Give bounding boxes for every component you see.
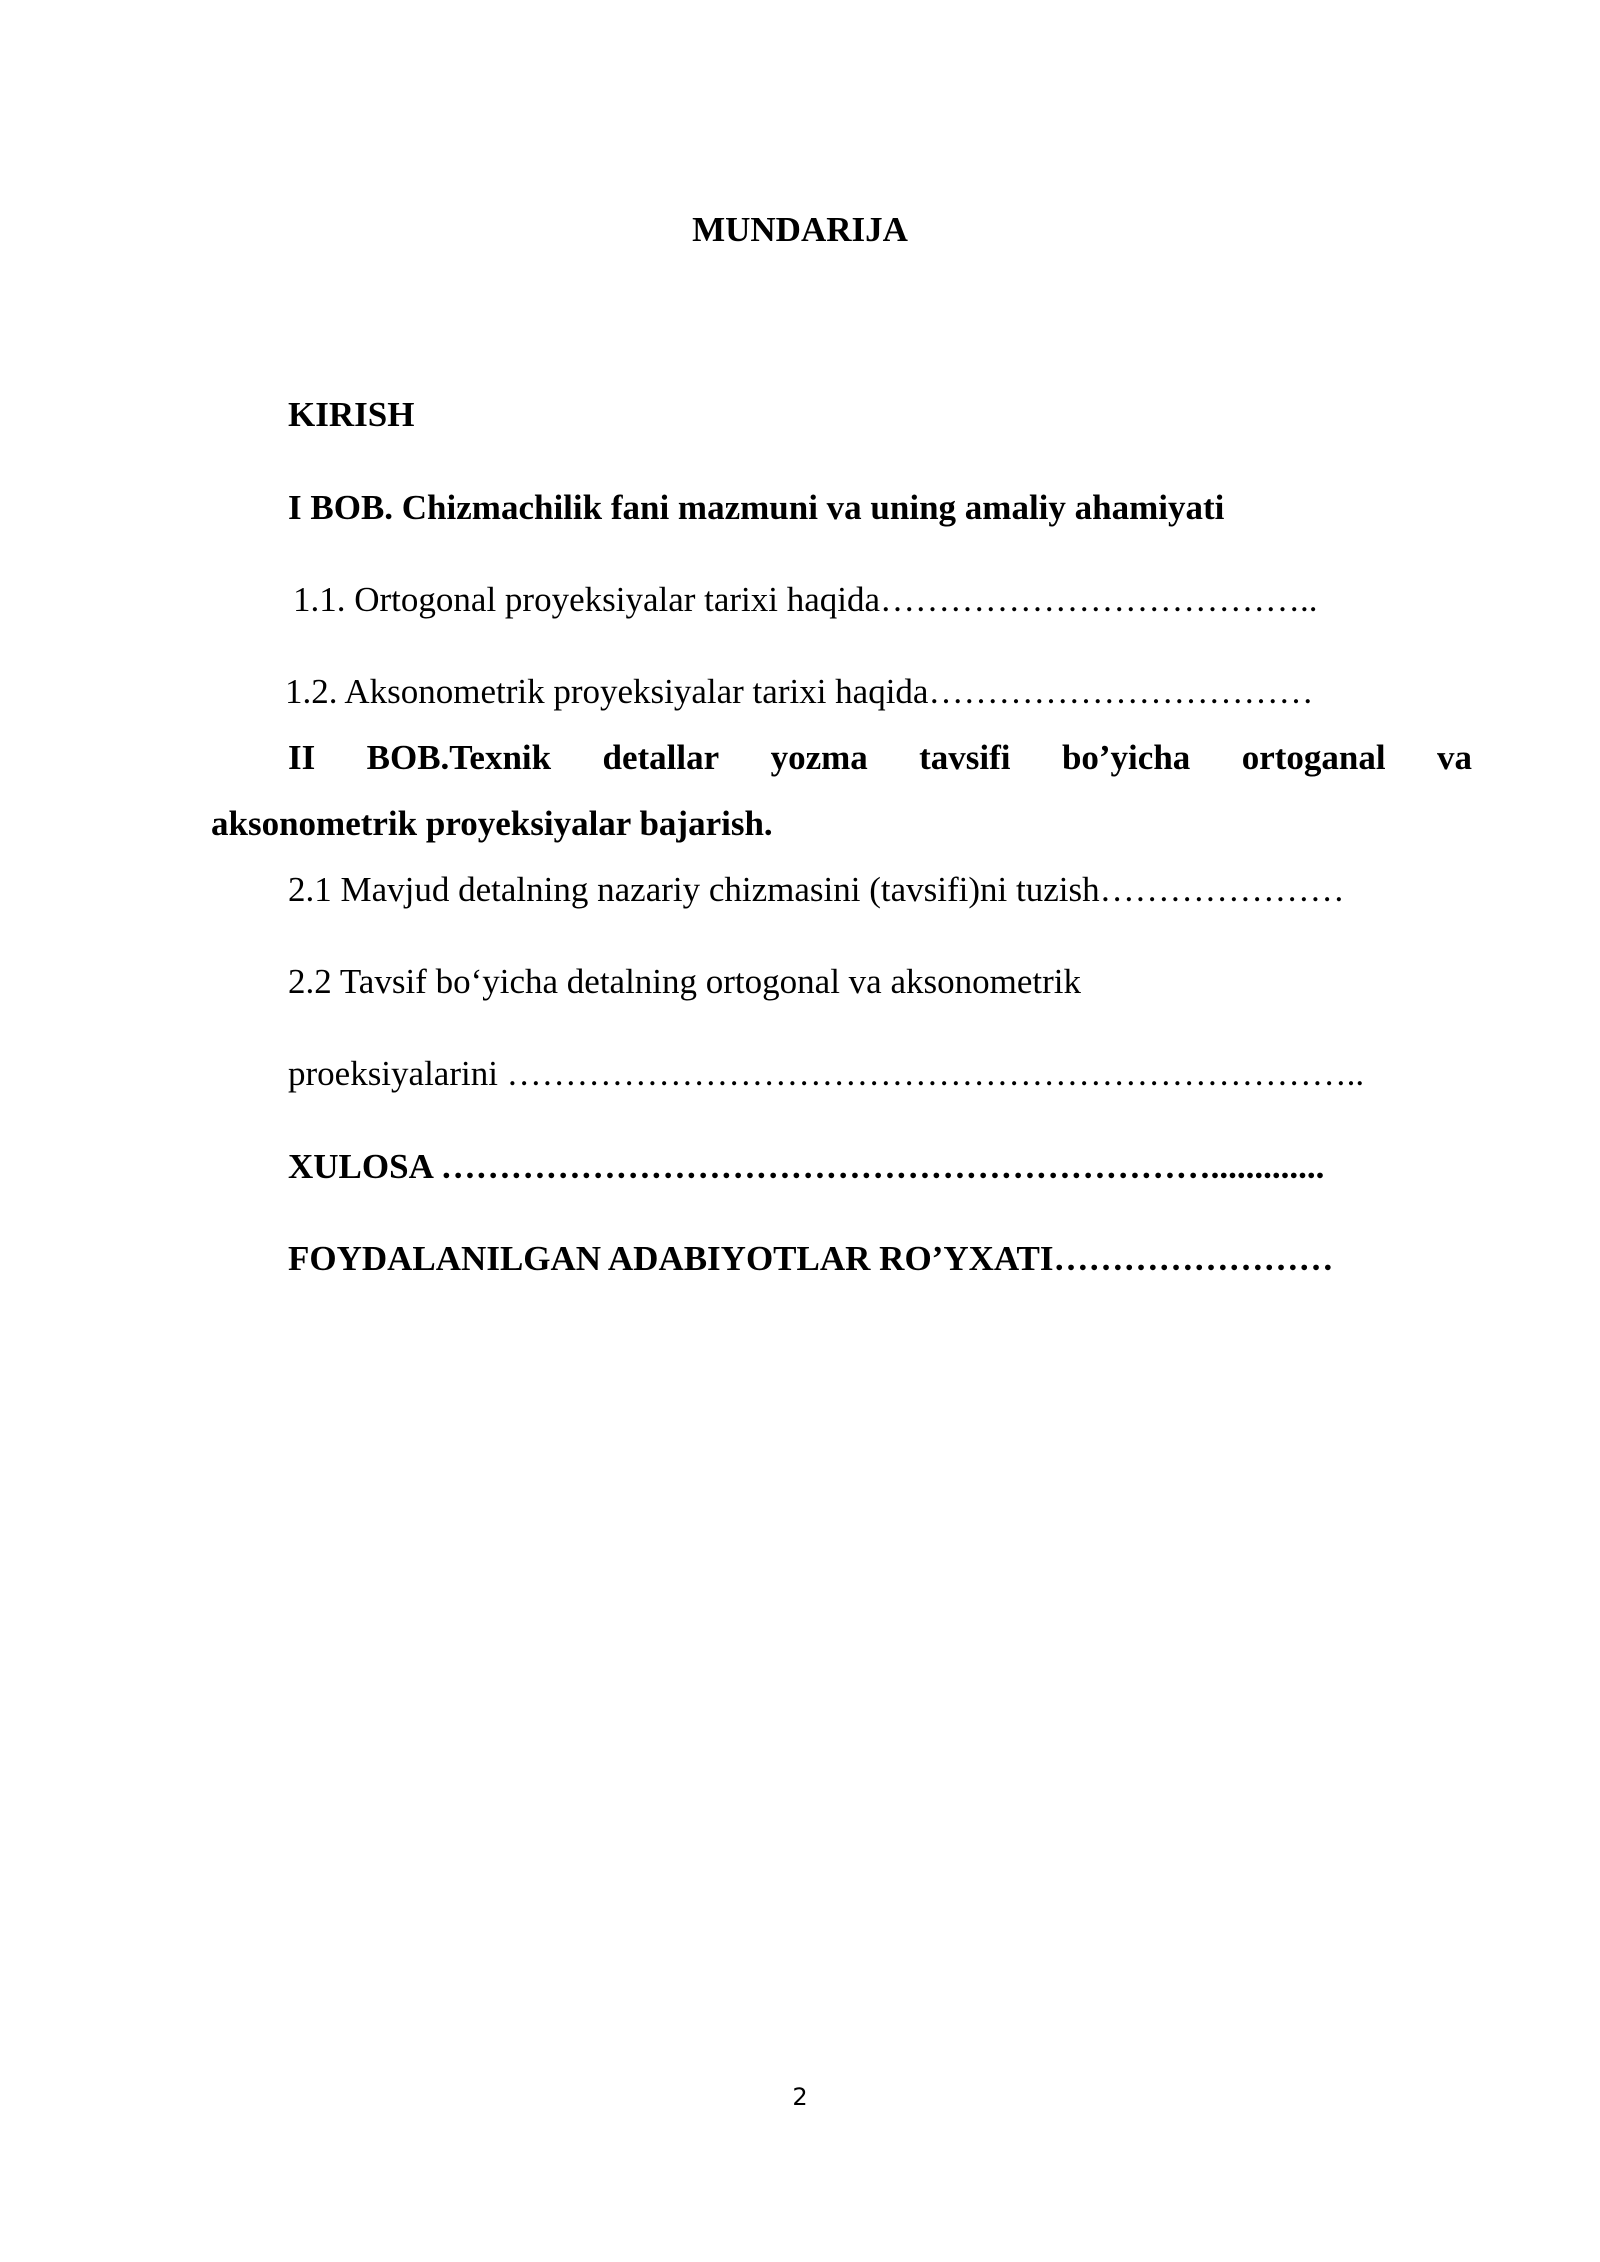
chapter-2-word: BOB.Texnik [366,738,552,777]
toc-entry-xulosa: XULOSA …………………………………………………………............. [288,1147,1325,1186]
toc-entry-section-2-2-line-1: 2.2 Tavsif bo‘yicha detalning ortogonal va aksonometrik [288,962,1081,1001]
toc-entry-chapter-1: I BOB. Chizmachilik fani mazmuni va uning amaliy ahamiyati [288,488,1225,527]
chapter-2-word: II [288,738,316,777]
toc-entry-chapter-2-line-2: aksonometrik proyeksiyalar bajarish. [211,804,773,843]
toc-entry-section-1-2: 1.2. Aksonometrik proyeksiyalar tarixi haqida…………………………… [285,672,1314,711]
page-title: MUNDARIJA [692,210,908,249]
chapter-2-word: va [1436,738,1472,777]
chapter-2-word: bo’yicha [1061,738,1191,777]
chapter-2-word: yozma [770,738,868,777]
toc-entry-references: FOYDALANILGAN ADABIYOTLAR RO’YXATI…………………… [288,1239,1334,1278]
toc-entry-section-2-1: 2.1 Mavjud detalning nazariy chizmasini (tavsifi)ni tuzish………………… [288,870,1345,909]
toc-entry-section-1-1: 1.1. Ortogonal proyeksiyalar tarixi haqida……………………………….. [293,580,1318,619]
toc-entry-chapter-2-line-1 [288,736,1472,780]
page-number: 2 [792,2083,808,2111]
chapter-2-word: detallar [602,738,720,777]
toc-entry-section-2-2-line-2: proeksiyalarini ……………………………………………………………….. [288,1054,1365,1093]
toc-entry-kirish: KIRISH [288,395,415,434]
chapter-2-word: ortoganal [1241,738,1386,777]
chapter-2-word: tavsifi [919,738,1011,777]
